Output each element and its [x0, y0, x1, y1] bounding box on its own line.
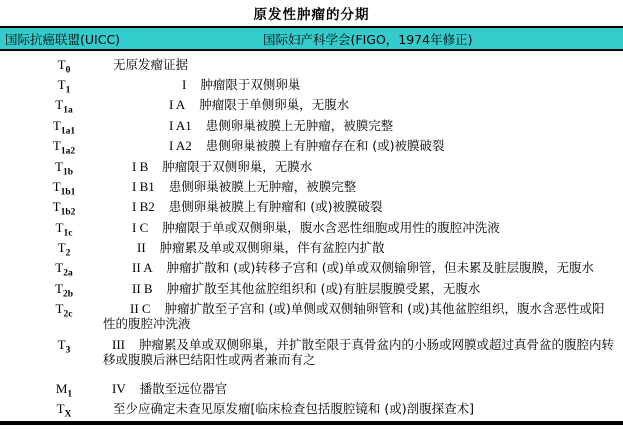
stage-description-text: 肿瘤限于双侧卵巢 — [200, 77, 301, 93]
tnm-code-letter: T — [55, 158, 63, 174]
figo-stage-label: II — [137, 240, 146, 256]
row-description — [103, 97, 623, 112]
row-description — [103, 118, 623, 133]
table-bottom-rule — [0, 421, 623, 425]
stage-description-text: 肿瘤扩散至子宫和 (或)单侧或双侧轴卵管和 (或)其他盆腔组织，腹水含恶性或阳性的腹腔冲洗液 — [103, 301, 605, 332]
stage-description-text: 患侧卵巢被膜上无肿瘤，被膜完整 — [205, 117, 394, 133]
table-row — [0, 176, 623, 196]
row-description — [103, 199, 623, 214]
stage-description-text: 肿瘤限于单或双侧卵巢，腹水含恶性细胞或用性的腹腔冲洗液 — [162, 219, 500, 235]
figo-stage-label: IV — [112, 380, 126, 396]
tnm-code — [0, 280, 103, 300]
tnm-code-letter: T — [52, 138, 61, 154]
figo-stage-label: II A — [132, 260, 153, 276]
row-description — [103, 179, 623, 194]
tnm-code-letter: T — [52, 178, 61, 194]
table-row — [0, 115, 623, 135]
tnm-code-subscript: 1b — [62, 167, 73, 178]
figo-stage-label: I B2 — [132, 199, 155, 215]
tnm-code — [0, 240, 103, 259]
tnm-code-letter: T — [55, 97, 64, 113]
table-row — [0, 258, 623, 278]
tnm-code-subscript: 1b2 — [60, 207, 76, 218]
tnm-code — [0, 219, 103, 239]
staging-table-body — [0, 51, 623, 419]
table-row — [0, 334, 623, 369]
table-row — [0, 399, 623, 419]
figo-stage-label: I A2 — [169, 138, 192, 154]
stage-description-text: 肿瘤扩散至其他盆腔组织和 (或)有脏层腹膜受累，无腹水 — [166, 280, 481, 296]
figo-stage-label: III — [112, 336, 125, 352]
stage-description-text: 无原发瘤证据 — [113, 56, 189, 72]
tnm-code — [0, 337, 103, 367]
tnm-code-subscript: 0 — [65, 65, 71, 76]
table-row — [0, 237, 623, 257]
figo-stage-label: I A1 — [169, 117, 192, 133]
figo-stage-label: I — [182, 77, 187, 93]
row-description — [103, 138, 623, 153]
tnm-code-letter: M — [55, 380, 68, 396]
tnm-code-letter: T — [55, 280, 63, 296]
figo-stage-label: I A — [169, 97, 186, 113]
page-title: 原发性肿瘤的分期 — [253, 7, 370, 23]
stage-description-text: 肿瘤累及单或双侧卵巢，伴有盆腔内扩散 — [159, 240, 385, 256]
table-row — [0, 156, 623, 176]
tnm-code — [0, 260, 103, 280]
stage-description-text: 肿瘤限于双侧卵巢，无膜水 — [162, 158, 313, 174]
row-description — [103, 77, 623, 92]
tnm-code — [0, 97, 103, 117]
stage-description-text: 肿瘤扩散和 (或)转移子宫和 (或)单或双侧输卵管，但未累及脏层腹膜，无腹水 — [166, 260, 595, 276]
tnm-code-letter: T — [57, 56, 66, 72]
stage-description-text: 至少应确定未查见原发瘤[临床检查包括腹腔镜和 (或)剖腹探查术] — [113, 401, 474, 417]
tnm-code-subscript: 2b — [62, 289, 73, 300]
row-description — [103, 57, 623, 72]
stage-description-text: 播散至远位器官 — [139, 380, 228, 396]
tnm-code-subscript: X — [64, 409, 72, 420]
tnm-code — [0, 199, 103, 218]
table-row — [0, 136, 623, 156]
table-row — [0, 197, 623, 217]
tnm-code-letter: T — [52, 117, 61, 133]
figo-stage-label: I C — [132, 219, 149, 235]
figo-stage-label: I B1 — [132, 178, 155, 194]
tnm-code-letter: T — [57, 336, 66, 352]
tnm-code — [0, 158, 103, 178]
table-row — [0, 278, 623, 298]
tnm-code — [0, 301, 103, 331]
tnm-code-letter: T — [52, 199, 61, 215]
table-row — [0, 299, 623, 334]
tnm-code-subscript: 2 — [65, 248, 71, 259]
row-description — [103, 159, 623, 174]
tnm-code-subscript: 1 — [67, 389, 73, 400]
header-uicc: 国际抗癌联盟(UICC) — [5, 31, 121, 47]
table-row — [0, 74, 623, 94]
table-row — [0, 217, 623, 237]
tnm-code — [0, 56, 103, 76]
row-description — [103, 337, 623, 367]
tnm-code-subscript: 1b1 — [60, 187, 76, 198]
stage-description-text: 肿瘤限于单侧卵巢，无腹水 — [199, 97, 350, 113]
tnm-code — [0, 138, 103, 157]
tnm-code-subscript: 3 — [65, 345, 71, 356]
tnm-code-subscript: 1a1 — [60, 126, 76, 137]
tnm-code-subscript: 1 — [65, 85, 71, 96]
tnm-code — [0, 178, 103, 198]
row-description — [103, 260, 623, 275]
row-description — [103, 240, 623, 255]
row-description — [103, 401, 623, 416]
table-header-band — [0, 26, 623, 51]
tnm-code — [0, 117, 103, 137]
tnm-code-letter: T — [55, 219, 64, 235]
tnm-code-letter: T — [55, 260, 64, 276]
table-row — [0, 54, 623, 74]
tnm-code-letter: T — [56, 401, 65, 417]
tnm-code — [0, 401, 103, 420]
stage-description-text: 患侧卵巢被膜上无肿瘤，被膜完整 — [168, 178, 357, 194]
row-description — [103, 381, 623, 396]
tnm-code — [0, 77, 103, 96]
tnm-code — [0, 380, 103, 400]
row-description — [103, 220, 623, 235]
figo-stage-label: I B — [132, 158, 149, 174]
tnm-code-subscript: 1a — [63, 106, 73, 117]
figo-stage-label: II B — [132, 280, 153, 296]
stage-description-text: 患侧卵巢被膜上有肿瘤存在和 (或)被膜破裂 — [205, 138, 445, 154]
figo-stage-label: II C — [130, 301, 151, 317]
row-description — [103, 301, 623, 331]
row-description — [103, 281, 623, 296]
stage-description-text: 肿瘤累及单或双侧卵巢，并扩散至限于真骨盆内的小肠或网膜或超过真骨盆的腹腔内转移或腹膜后淋巴结阳性或两者兼而有之 — [103, 336, 615, 367]
header-figo: 国际妇产科学会(FIGO，1974年修正) — [263, 31, 473, 47]
tnm-code-subscript: 2c — [63, 309, 73, 320]
table-row — [0, 378, 623, 398]
tnm-code-letter: T — [57, 77, 66, 93]
tnm-code-subscript: 1a2 — [60, 146, 76, 157]
tnm-code-letter: T — [55, 301, 64, 317]
tnm-code-subscript: 2a — [63, 269, 73, 280]
tnm-code-letter: T — [57, 240, 66, 256]
table-row — [0, 95, 623, 115]
tnm-code-subscript: 1c — [63, 228, 73, 239]
stage-description-text: 患侧卵巢被膜上有肿瘤和 (或)被膜破裂 — [168, 199, 383, 215]
